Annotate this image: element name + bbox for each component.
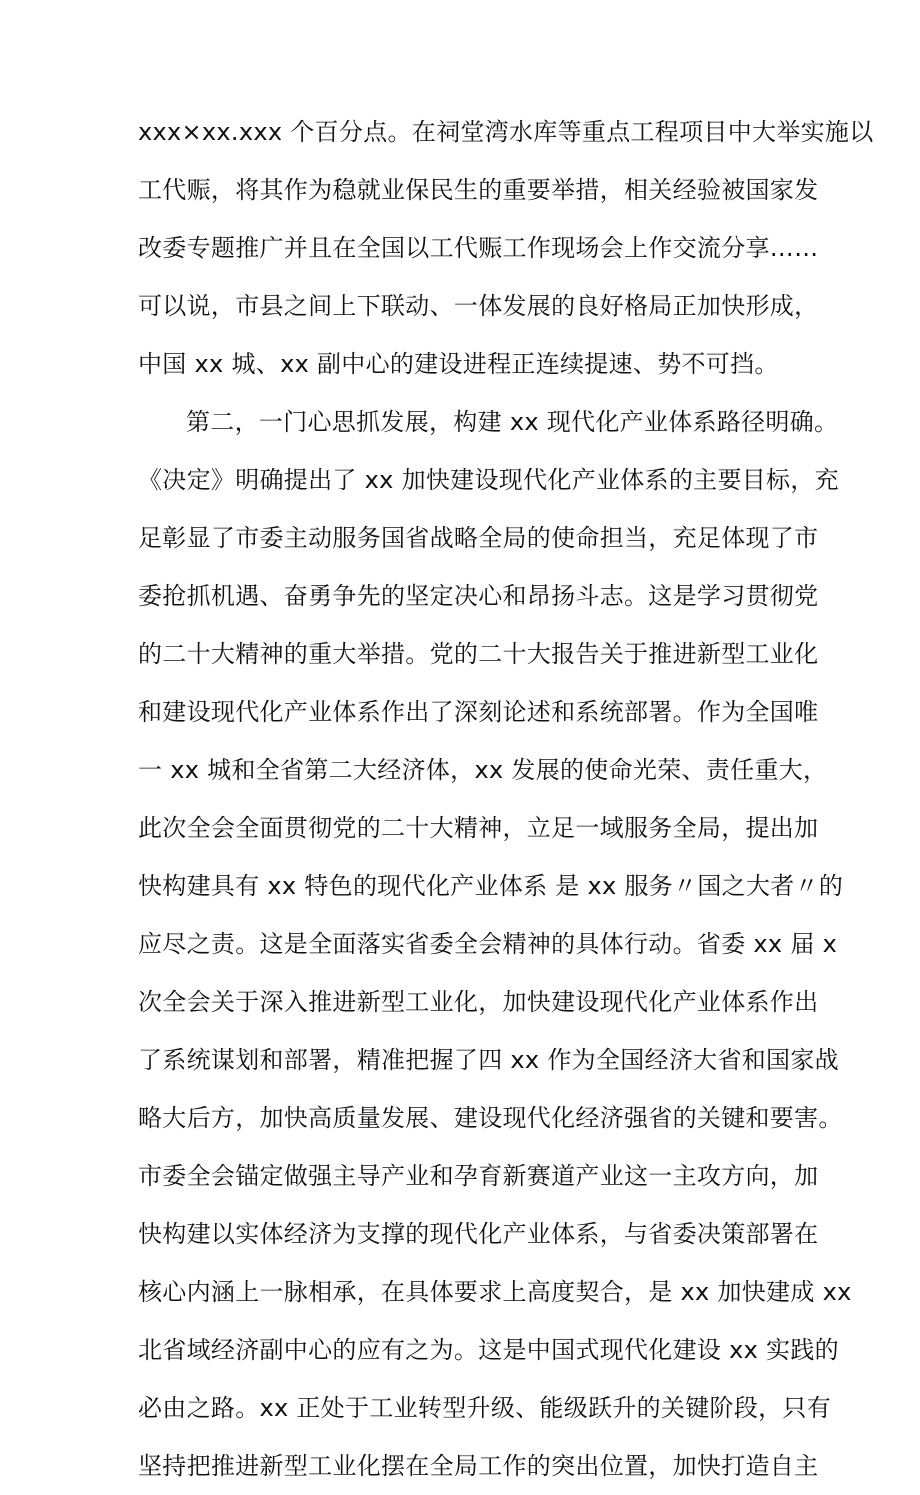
text-line: 改委专题推广并且在全国以工代赈工作现场会上作交流分享……	[138, 234, 819, 262]
text-line: 足彰显了市委主动服务国省战略全局的使命担当，充足体现了市	[138, 524, 819, 552]
text-line: 快构建具有 xx 特色的现代化产业体系 是 xx 服务〃国之大者〃的	[138, 872, 844, 900]
text-line: 快构建以实体经济为支撑的现代化产业体系，与省委决策部署在	[138, 1220, 819, 1248]
text-line: 此次全会全面贯彻党的二十大精神，立足一域服务全局，提出加	[138, 814, 819, 842]
text-line: 委抢抓机遇、奋勇争先的坚定决心和昂扬斗志。这是学习贯彻党	[138, 582, 819, 610]
text-line: 工代赈，将其作为稳就业保民生的重要举措，相关经验被国家发	[138, 176, 819, 204]
text-line: 了系统谋划和部署，精准把握了四 xx 作为全国经济大省和国家战	[138, 1046, 839, 1074]
text-line: 中国 xx 城、xx 副中心的建设进程正连续提速、势不可挡。	[138, 350, 779, 378]
text-line: 市委全会锚定做强主导产业和孕育新赛道产业这一主攻方向，加	[138, 1162, 819, 1190]
text-line: 必由之路。xx 正处于工业转型升级、能级跃升的关键阶段，只有	[138, 1394, 832, 1422]
text-line: 应尽之责。这是全面落实省委全会精神的具体行动。省委 xx 届 x	[138, 930, 838, 958]
text-line: xxx×xx.xxx 个百分点。在祠堂湾水库等重点工程项目中大举实施以	[138, 118, 874, 146]
text-line: 一 xx 城和全省第二大经济体，xx 发展的使命光荣、责任重大，	[138, 756, 828, 784]
text-line: 次全会关于深入推进新型工业化，加快建设现代化产业体系作出	[138, 988, 819, 1016]
text-line: 的二十大精神的重大举措。党的二十大报告关于推进新型工业化	[138, 640, 819, 668]
paragraph-heading-line: 第二，一门心思抓发展，构建 xx 现代化产业体系路径明确。	[186, 408, 839, 436]
text-line: 和建设现代化产业体系作出了深刻论述和系统部署。作为全国唯	[138, 698, 819, 726]
text-line: 可以说，市县之间上下联动、一体发展的良好格局正加快形成，	[138, 292, 819, 320]
document-body	[138, 103, 874, 1495]
text-line: 略大后方，加快高质量发展、建设现代化经济强省的关键和要害。	[138, 1104, 843, 1132]
text-line: 北省域经济副中心的应有之为。这是中国式现代化建设 xx 实践的	[138, 1336, 839, 1364]
text-line: 坚持把推进新型工业化摆在全局工作的突出位置，加快打造自主	[138, 1452, 819, 1480]
text-line: 核心内涵上一脉相承，在具体要求上高度契合，是 xx 加快建成 xx	[138, 1278, 852, 1306]
text-line: 《决定》明确提出了 xx 加快建设现代化产业体系的主要目标，充	[138, 466, 839, 494]
